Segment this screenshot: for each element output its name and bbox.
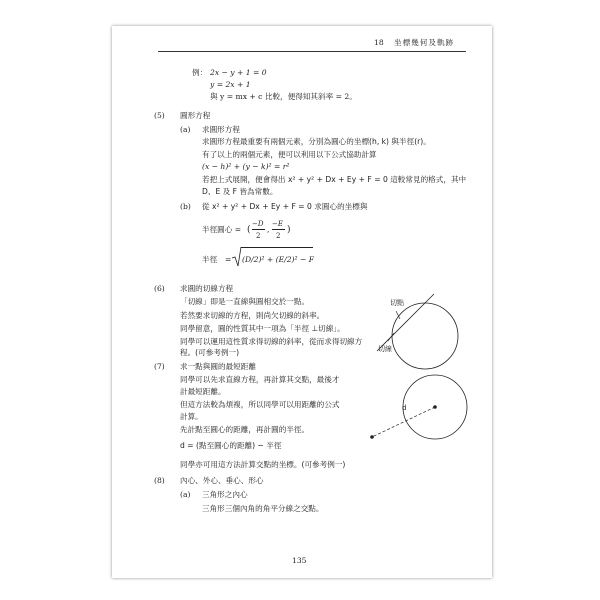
s7-line7: 同學亦可用這方法計算交點的坐標。(可參考例一) [180, 460, 346, 469]
s6-number: (6) [154, 284, 165, 293]
fig-label-tangent-point: 切點 [390, 299, 404, 307]
s7-line4: 計算。 [180, 412, 203, 421]
s5b-frac2-num: −E [272, 220, 283, 228]
s5b-frac1-bar [252, 229, 265, 230]
s5a-title: 求圓形方程 [202, 125, 240, 134]
s7-title: 求一點與圓的最短距離 [180, 362, 256, 371]
s5b-radius-label: 半徑 [202, 255, 218, 264]
s7-line6: d = (點至圓心的距離) − 半徑 [180, 441, 282, 450]
s6-line5: 程。(可參考例一) [180, 348, 240, 357]
s5a-line2: 有了以上的兩個元素，便可以利用以下公式協助計算 [202, 150, 377, 159]
header-rule [158, 51, 466, 52]
tangent-line [377, 294, 434, 351]
header-title: 坐標幾何及軌跡 [394, 38, 455, 47]
s5b-center-label: 半徑圓心 = [202, 225, 242, 234]
s8-number: (8) [154, 476, 165, 485]
s8a-label: (a) [180, 490, 191, 499]
fig-label-tangent-line: 切線 [378, 345, 392, 353]
example-eq3: 與 y = mx + c 比較，便得知其斜率 = 2。 [210, 92, 357, 101]
s5b-frac1-den: 2 [256, 232, 261, 240]
example-label: 例： [192, 68, 208, 77]
s7-line1: 同學可以先求直線方程，再計算其交點，最後才 [180, 375, 340, 384]
tangent-figure [372, 281, 472, 381]
s5a-line4: D、E 及 F 皆為常數。 [202, 187, 278, 196]
s7-number: (7) [154, 362, 165, 371]
s8a-line1: 三角形三個內角的角平分線之交點。 [202, 504, 324, 513]
s5a-line1: 求圓形方程最重要有兩個元素，分別為圓心的坐標(h, k) 與半徑(r)。 [202, 137, 431, 146]
s7-line2: 計最短距離。 [180, 387, 226, 396]
example-eq2: y = 2x + 1 [210, 80, 251, 89]
s5b-center-comma: , [267, 225, 270, 234]
s5a-formula: (x − h)² + (y − k)² = r² [202, 162, 290, 171]
s6-line3: 同學留意，圓的性質其中一項為「半徑 ⊥切線」。 [180, 324, 345, 333]
s5-title: 圓形方程 [180, 111, 211, 120]
s5b-frac2-bar [272, 229, 285, 230]
fig-label-d: d [402, 404, 407, 412]
footer-page-number: 135 [292, 556, 307, 565]
external-point [370, 435, 374, 439]
s6-line1: 「切線」即是一直線與圓相交於一點。 [180, 297, 310, 306]
s5b-title: 從 x² + y² + Dx + Ey + F = 0 求圓心的坐標與 [202, 202, 368, 211]
s5b-radius-eq: = [225, 255, 232, 264]
s5b-frac2-den: 2 [276, 232, 281, 240]
s8a-title: 三角形之內心 [202, 490, 248, 499]
s5a-line3: 若把上式展開，便會得出 x² + y² + Dx + Ey + F = 0 這較常見的格式，其中 [202, 175, 467, 184]
s8-title: 內心、外心、垂心、形心 [180, 476, 264, 485]
s5a-label: (a) [180, 125, 191, 134]
s5b-center-lparen: ( [247, 225, 251, 235]
tangent-circle [392, 303, 458, 369]
book-page [112, 26, 492, 578]
tangent-line-pointer [388, 333, 394, 341]
s5b-frac1-num: −D [252, 220, 264, 228]
sqrt-vinculum [241, 247, 313, 248]
s5-number: (5) [154, 111, 165, 120]
s5b-center-rparen: ) [287, 225, 291, 235]
s6-line2: 若然要求切線的方程，則尚欠切線的斜率。 [180, 311, 325, 320]
s5b-radius-body: (D/2)² + (E/2)² − F [242, 255, 314, 264]
sqrt-sign-icon [232, 247, 242, 267]
s6-line4: 同學可以運用這性質求得切線的斜率，從而求得切線方 [180, 337, 363, 346]
s7-line5: 先計點至圓心的距離，再計圓的半徑。 [180, 425, 310, 434]
distance-figure [360, 371, 480, 461]
example-eq1: 2x − y + 1 = 0 [210, 68, 267, 77]
s6-title: 求圓的切線方程 [180, 284, 234, 293]
s7-line3: 但這方法較為煩複，所以同學可以用距離的公式 [180, 400, 340, 409]
header-page-number: 18 [374, 38, 384, 47]
s5b-label: (b) [180, 202, 191, 211]
